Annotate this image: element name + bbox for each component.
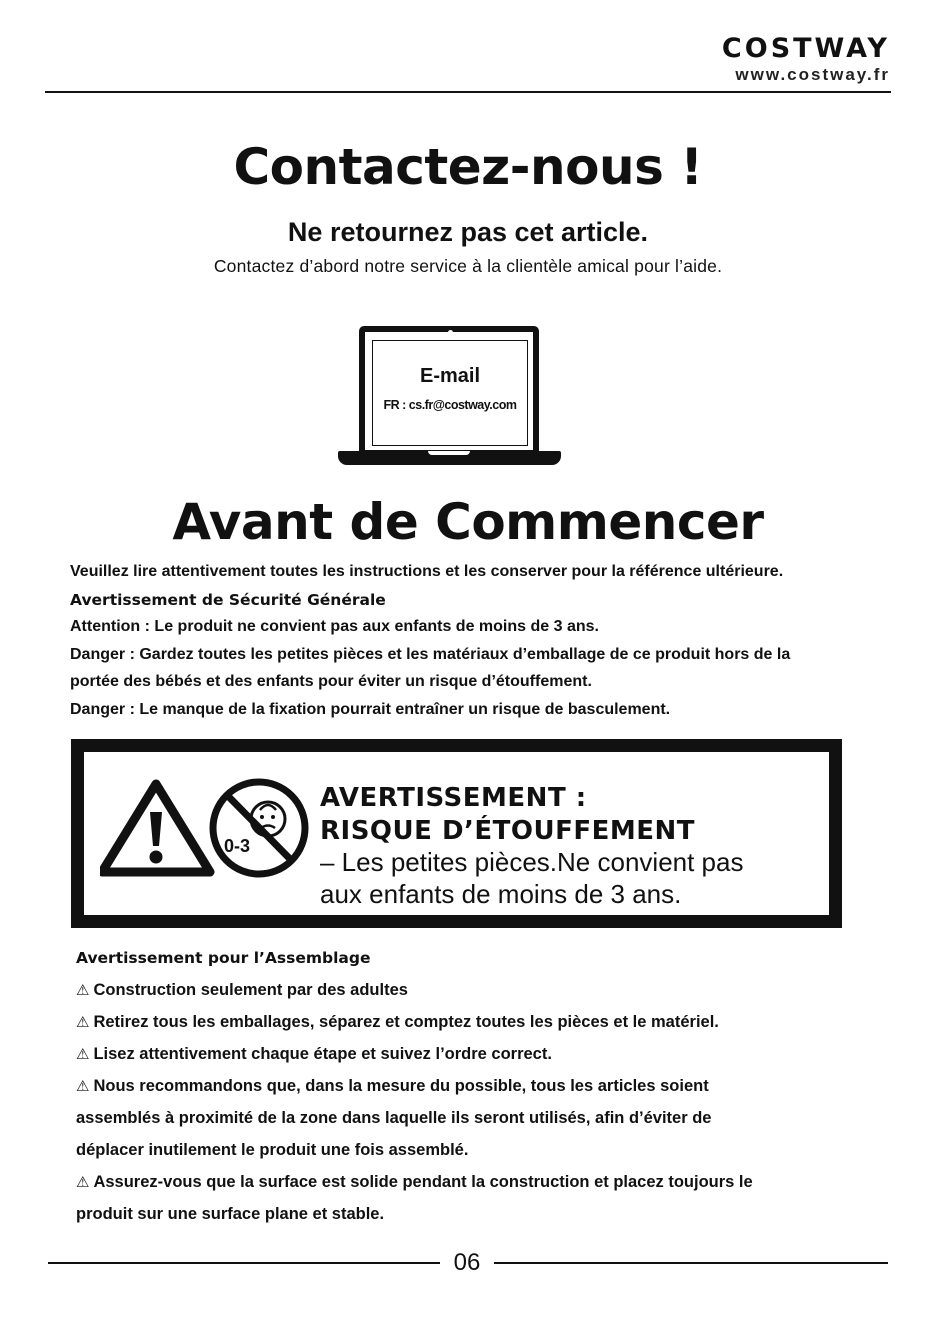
warning-icon: ⚠ — [76, 1014, 90, 1031]
footer-rule-left — [48, 1262, 440, 1264]
warning-title — [320, 782, 695, 848]
warning-desc-line: aux enfants de moins de 3 ans. — [320, 879, 682, 909]
assembly-line-text: Nous recommandons que, dans la mesure du possible, tous les articles soient — [93, 1077, 709, 1095]
warning-description — [320, 846, 743, 910]
assembly-line — [76, 1168, 896, 1200]
brand-header — [722, 34, 890, 86]
assembly-line — [76, 1104, 896, 1136]
no-return-subtitle: Ne retournez pas cet article. — [287, 217, 649, 247]
assembly-line — [76, 1200, 896, 1232]
assembly-line — [76, 1072, 896, 1104]
assembly-line-text: Lisez attentivement chaque étape et suivez l’ordre correct. — [93, 1045, 552, 1063]
assembly-line-text: Retirez tous les emballages, séparez et comptez toutes les pièces et le matériel. — [93, 1013, 719, 1031]
warning-icon: ⚠ — [76, 1046, 90, 1063]
warning-desc-line: – Les petites pièces.Ne convient pas — [320, 847, 744, 877]
safety-line: Danger : Gardez toutes les petites pièces et les matériaux d’emballage de ce produit hors de la — [70, 645, 791, 663]
brand-url: www.costway.fr — [735, 65, 890, 84]
assembly-line-text: Construction seulement par des adultes — [93, 981, 408, 999]
contact-title: Contactez-nous ! — [233, 138, 703, 196]
assembly-line — [76, 1136, 896, 1168]
assembly-line — [76, 1008, 896, 1040]
safety-line: Attention : Le produit ne convient pas aux enfants de moins de 3 ans. — [70, 618, 599, 635]
assembly-title: Avertissement pour l’Assemblage — [76, 949, 371, 967]
header-divider — [45, 91, 891, 93]
warning-icon: ⚠ — [76, 982, 90, 999]
assembly-list — [76, 976, 896, 1232]
email-address: FR : cs.fr@costway.com — [383, 398, 517, 412]
age-label: 0-3 — [224, 836, 251, 856]
warning-icon: ⚠ — [76, 1078, 90, 1095]
brand-logo: COSTWAY — [721, 33, 890, 64]
safety-line: portée des bébés et des enfants pour éviter un risque d’étouffement. — [70, 673, 592, 690]
assembly-line-text: assemblés à proximité de la zone dans laquelle ils seront utilisés, afin d’éviter de — [76, 1109, 712, 1127]
laptop-camera — [448, 330, 453, 335]
assembly-warnings — [76, 944, 896, 1232]
warning-triangle-icon — [102, 784, 210, 872]
footer-rule-right — [494, 1262, 888, 1264]
email-label: E-mail — [419, 365, 481, 387]
assembly-line — [76, 1040, 896, 1072]
safety-line: Danger : Le manque de la fixation pourrait entraîner un risque de basculement. — [70, 700, 671, 718]
assembly-line-text: produit sur une surface plane et stable. — [76, 1205, 385, 1223]
safety-text — [70, 560, 900, 725]
warning-icon: ⚠ — [76, 1174, 90, 1191]
warning-icons — [100, 772, 310, 884]
safety-section-title: Avertissement de Sécurité Générale — [70, 590, 386, 609]
no-child-under-3-icon — [213, 782, 305, 874]
assembly-line-text: Assurez-vous que la surface est solide pendant la construction et placez toujours le — [93, 1173, 753, 1191]
page-number: 06 — [453, 1249, 481, 1276]
assembly-line-text: déplacer inutilement le produit une fois assemblé. — [76, 1141, 469, 1159]
assembly-line — [76, 976, 896, 1008]
warning-title-line: AVERTISSEMENT : — [320, 783, 587, 813]
safety-intro: Veuillez lire attentivement toutes les instructions et les conserver pour la référence ultérieure. — [70, 563, 784, 580]
warning-title-line: RISQUE D’ÉTOUFFEMENT — [320, 816, 696, 846]
before-title: Avant de Commencer — [172, 493, 764, 551]
laptop-display — [372, 340, 528, 446]
contact-text: Contactez d’abord notre service à la clientèle amical pour l’aide. — [213, 256, 723, 276]
laptop-base-notch — [428, 451, 470, 455]
